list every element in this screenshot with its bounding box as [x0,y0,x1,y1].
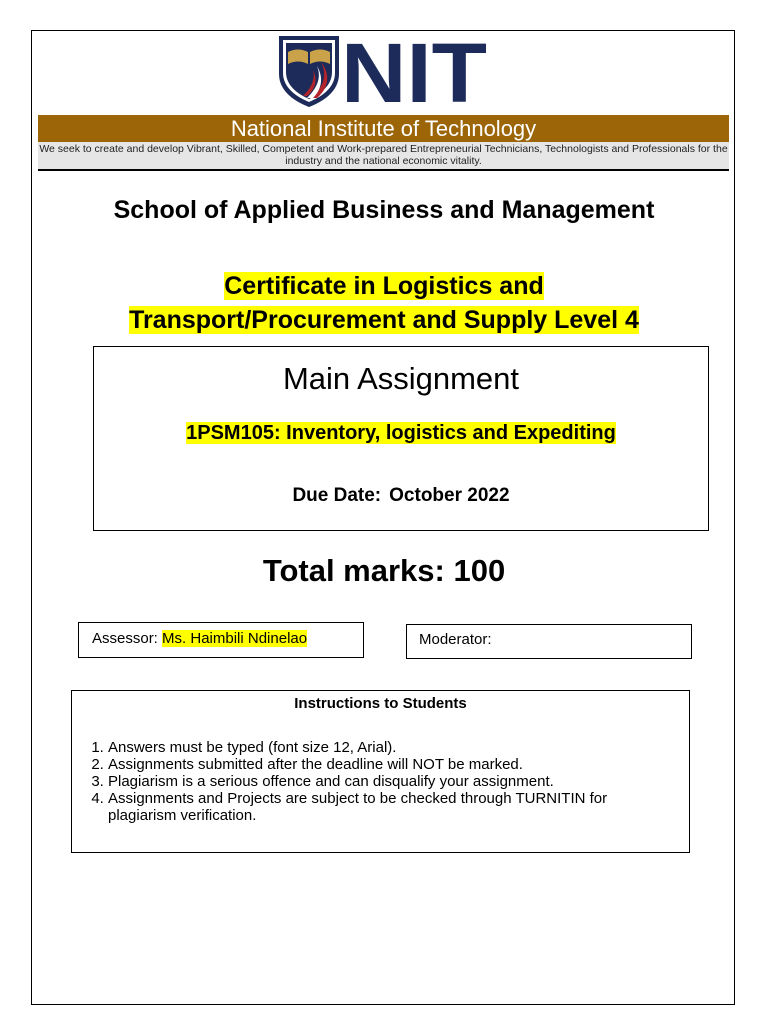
instructions-title: Instructions to Students [294,695,467,712]
logo-text: NIT [341,34,487,108]
instruction-item: 3. Plagiarism is a serious offence and can disqualify your assignment. [108,773,668,790]
certificate-line-2: Transport/Procurement and Supply Level 4 [129,306,639,334]
school-name: School of Applied Business and Management [113,196,655,224]
institution-banner: National Institute of Technology [38,115,729,142]
instruction-item: 1. Answers must be typed (font size 12, Arial). [108,739,668,756]
course-code-label: 1PSM105: Inventory, logistics and Expediting [186,422,616,444]
total-marks: Total marks: 100 [262,553,506,588]
moderator-box [406,624,692,659]
assessor-label: Assessor: [92,630,158,647]
instructions-list [72,739,668,824]
nit-logo [277,34,489,108]
assignment-title: Main Assignment [282,361,520,396]
instruction-item: 4. Assignments and Projects are subject to be checked through TURNITIN for plagiarism verification. [108,790,668,824]
institution-tagline: We seek to create and develop Vibrant, Skilled, Competent and Work-prepared Entrepreneurial Technicians, Technologists and Professionals for the industry and the national economic vitality. [39,143,728,167]
due-date-value: October 2022 [389,485,510,506]
instruction-item: 2. Assignments submitted after the deadline will NOT be marked. [108,756,668,773]
assessor-box [78,622,364,658]
instructions-box [71,690,690,853]
header-divider [38,169,729,171]
certificate-title [40,269,728,337]
course-title [94,421,708,445]
due-date-label: Due Date: [292,485,382,506]
assignment-box [93,346,709,531]
assessor-name: Ms. Haimbili Ndinelao [162,630,308,647]
due-date [94,484,708,508]
moderator-label: Moderator: [419,631,492,648]
certificate-line-1: Certificate in Logistics and [224,272,544,300]
